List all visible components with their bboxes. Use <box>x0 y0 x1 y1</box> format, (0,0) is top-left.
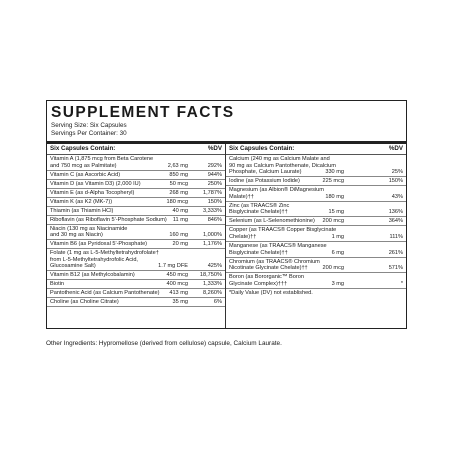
nutrient-dv: 1,176% <box>203 241 222 248</box>
nutrient-row <box>226 226 406 242</box>
nutrient-name: Vitamin C (as Ascorbic Acid) <box>50 171 121 178</box>
nutrient-row <box>47 249 225 271</box>
nutrient-dv: 25% <box>391 169 403 176</box>
nutrient-dv: 250% <box>207 180 222 187</box>
nutrient-row <box>226 217 406 226</box>
left-column <box>47 144 225 307</box>
nutrient-dv: 364% <box>388 218 403 225</box>
nutrient-amount: 40 mg <box>172 207 188 214</box>
nutrient-row <box>47 289 225 298</box>
nutrient-amount: 225 mcg <box>322 178 344 185</box>
nutrient-dv: 111% <box>389 233 403 240</box>
nutrient-dv: 1,000% <box>203 232 222 239</box>
nutrient-amount: 1.7 mg DFE <box>158 263 188 270</box>
nutrient-dv: 6% <box>213 299 222 306</box>
nutrient-amount: 200 mcg <box>322 265 344 272</box>
nutrient-dv: 43% <box>391 193 403 200</box>
nutrient-row <box>226 242 406 258</box>
nutrient-name: Magnesium (as Albion® DiMagnesium Malate)†† <box>229 187 324 200</box>
nutrient-dv: 8,260% <box>203 290 222 297</box>
nutrient-name: Vitamin B12 (as Methylcobalamin) <box>50 272 135 279</box>
left-rows <box>47 155 225 307</box>
nutrient-dv: 1,333% <box>203 281 222 288</box>
nutrient-name: Thiamin (as Thiamin HCl) <box>50 207 114 214</box>
nutrient-name: Selenium (as L-Selenomethionine) <box>229 218 315 225</box>
nutrient-dv: * <box>400 280 403 287</box>
footnote: *Daily Value (DV) not established. <box>229 289 313 296</box>
nutrient-amount: 330 mg <box>325 169 344 176</box>
nutrient-amount: 180 mcg <box>166 198 188 205</box>
nutrient-amount: 50 mcg <box>169 180 188 187</box>
panel-title: SUPPLEMENT FACTS <box>51 104 235 121</box>
nutrient-amount: 15 mg <box>328 209 344 216</box>
nutrient-amount: 11 mg <box>172 216 188 223</box>
nutrient-row <box>47 240 225 249</box>
nutrient-name: Vitamin A (1,875 mcg from Beta Carotene and 750 mcg as Palmitate) <box>50 156 154 169</box>
nutrient-amount: 1 mg <box>331 233 344 240</box>
right-column <box>226 144 406 297</box>
nutrient-amount: 3 mg <box>331 280 344 287</box>
nutrient-row <box>47 225 225 241</box>
left-column-header <box>47 144 225 155</box>
nutrient-name: Boron (as Bororganic™ Boron Glycinate Complex)††† <box>229 274 304 287</box>
nutrient-name: Calcium (240 mg as Calcium Malate and 90 mg as Calcium Pantothenate, Dicalcium Phosphate, Calcium Laurate) <box>229 156 336 176</box>
nutrient-dv: 150% <box>388 178 403 185</box>
nutrient-dv: 150% <box>207 198 222 205</box>
nutrient-name: Manganese (as TRAACS® Manganese Bisglycinate Chelate)†† <box>229 242 327 256</box>
nutrient-row <box>226 177 406 186</box>
nutrient-row <box>226 273 406 289</box>
nutrient-name: Riboflavin (as Riboflavin 5'-Phosphate Sodium) <box>50 216 167 223</box>
nutrient-name: Copper (as TRAACS® Copper Bisglycinate Chelate)†† <box>229 227 337 240</box>
nutrient-name: Iodine (as Potassium Iodide) <box>229 178 300 185</box>
nutrient-name: Biotin <box>50 281 64 288</box>
nutrient-amount: 160 mg <box>169 232 188 239</box>
nutrient-dv: 846% <box>207 216 222 223</box>
left-header-dv: %DV <box>207 145 222 152</box>
nutrient-dv: 292% <box>207 162 222 169</box>
nutrient-name: Pantothenic Acid (as Calcium Pantothenate) <box>50 290 160 297</box>
nutrient-row <box>47 198 225 207</box>
nutrient-dv: 261% <box>388 249 403 256</box>
serving-size: Serving Size: Six Capsules <box>51 122 127 129</box>
other-ingredients: Other Ingredients: Hypromellose (derived from cellulose) capsule, Calcium Laurate. <box>46 340 282 347</box>
nutrient-dv: 571% <box>388 265 403 272</box>
nutrient-amount: 413 mg <box>169 290 188 297</box>
nutrient-row <box>47 216 225 225</box>
nutrient-amount: 20 mg <box>172 241 188 248</box>
nutrient-name: Vitamin E (as d-Alpha Tocopheryl) <box>50 189 135 196</box>
nutrient-amount: 180 mg <box>325 193 344 200</box>
nutrient-amount: 200 mcg <box>322 218 344 225</box>
nutrient-row <box>226 202 406 218</box>
nutrient-amount: 450 mcg <box>166 272 188 279</box>
nutrient-amount: 35 mg <box>172 299 188 306</box>
nutrient-amount: 6 mg <box>331 249 344 256</box>
right-header-label: Six Capsules Contain: <box>229 145 295 152</box>
nutrient-dv: 18,750% <box>199 272 222 279</box>
nutrient-name: Vitamin B6 (as Pyridoxal 5'-Phosphate) <box>50 241 148 248</box>
nutrient-dv: 1,787% <box>203 189 222 196</box>
nutrient-amount: 850 mg <box>169 171 188 178</box>
nutrient-row <box>47 155 225 171</box>
nutrient-row <box>47 298 225 307</box>
right-header-dv: %DV <box>388 145 403 152</box>
nutrient-row <box>226 186 406 202</box>
nutrient-row <box>226 155 406 177</box>
nutrient-dv: 3,333% <box>203 207 222 214</box>
nutrient-row <box>47 280 225 289</box>
nutrient-name: Vitamin D (as Vitamin D3) (2,000 IU) <box>50 180 141 187</box>
nutrient-name: Folate (1 mg as L-5-Methyltetrahydrofolate† from L-5-Methyltetrahydrofolic Acid, Glucosamine Salt) <box>50 250 159 270</box>
nutrient-amount: 268 mg <box>169 189 188 196</box>
nutrient-name: Niacin (130 mg as Niacinamide and 30 mg as Niacin) <box>50 225 128 239</box>
nutrient-name: Zinc (as TRAACS® Zinc Bisglycinate Chelate)†† <box>229 202 290 216</box>
nutrient-row <box>47 171 225 180</box>
nutrient-dv: 425% <box>207 263 222 270</box>
right-column-header <box>226 144 406 155</box>
nutrient-name: Chromium (as TRAACS® Chromium Nicotinate Glycinate Chelate)†† <box>229 258 320 272</box>
nutrient-amount: 400 mcg <box>166 281 188 288</box>
nutrient-name: Vitamin K (as K2 (MK-7)) <box>50 198 113 205</box>
supplement-facts-panel <box>46 100 407 329</box>
right-rows <box>226 155 406 289</box>
nutrient-row <box>47 207 225 216</box>
nutrient-row <box>47 271 225 280</box>
nutrient-row <box>47 180 225 189</box>
left-header-label: Six Capsules Contain: <box>50 145 116 152</box>
nutrient-amount: 2,63 mg <box>167 162 188 169</box>
nutrient-row <box>226 258 406 274</box>
nutrient-dv: 944% <box>207 171 222 178</box>
nutrient-row <box>47 189 225 198</box>
servings-per-container: Servings Per Container: 30 <box>51 130 127 137</box>
nutrient-name: Choline (as Choline Citrate) <box>50 299 119 306</box>
nutrient-dv: 136% <box>388 209 403 216</box>
